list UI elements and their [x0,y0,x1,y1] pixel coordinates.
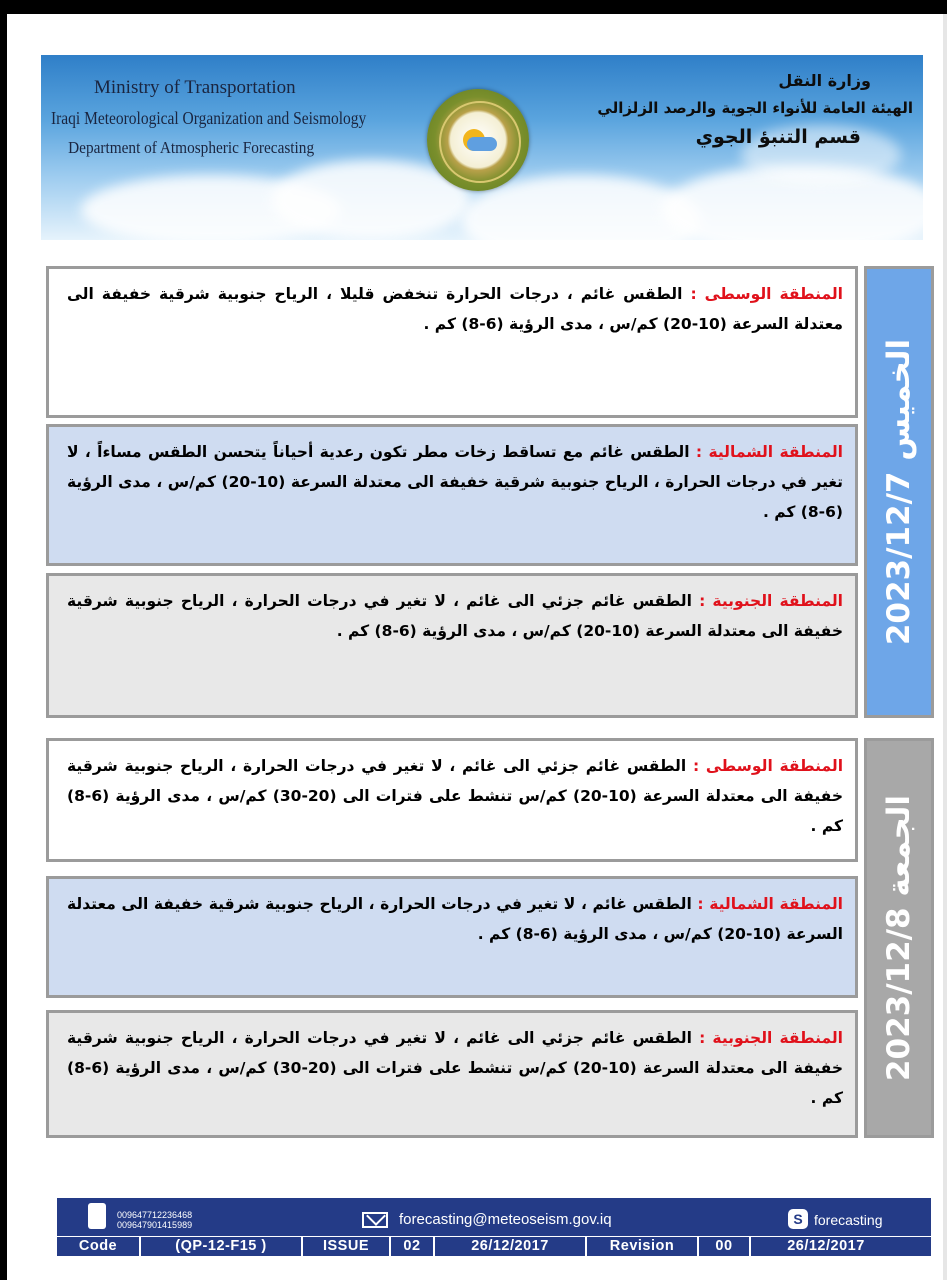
region-name: المنطقة الجنوبية : [699,592,843,610]
issue-number: 02 [389,1237,433,1256]
issue-date: 26/12/2017 [433,1237,585,1256]
day1-label-panel [864,266,934,718]
region-text: الطقس غائم جزئي الى غائم ، لا تغير في درجات الحرارة ، الرياح جنوبية شرقية خفيفة الى معتدلة السرعة (10-20) كم/س ، مدى الرؤية (6-8) كم . [67,592,843,640]
skype-icon: S [788,1209,808,1229]
phone-icon [88,1203,106,1229]
region-text: الطقس غائم مع تساقط زخات مطر تكون رعدية أحياناً يتحسن الطقس مساءاً ، لا تغير في درجات الحرارة ، الرياح جنوبية شرقية خفيفة الى معتدلة السرعة (10-20) كم/س ، مدى الرؤية (6-8) كم . [67,443,843,521]
department-en: Department of Atmospheric Forecasting [68,138,315,157]
email-link[interactable]: forecasting@meteoseism.gov.iq [399,1211,612,1228]
ministry-ar: وزارة النقل [778,71,871,90]
region-name: المنطقة الوسطى : [692,757,844,775]
region-text: الطقس غائم ، لا تغير في درجات الحرارة ، الرياح جنوبية شرقية خفيفة الى معتدلة السرعة (10-20) كم/س ، مدى الرؤية (6-8) كم . [67,895,843,943]
ministry-en: Ministry of Transportation [94,77,296,98]
right-shade [943,14,947,1280]
skype-id: forecasting [814,1212,883,1228]
mail-icon [362,1212,388,1228]
code-value: (QP-12-F15 ) [139,1237,301,1256]
revision-date: 26/12/2017 [749,1237,901,1256]
forecast-day1-south [46,573,858,718]
organization-logo [427,89,529,191]
day1-label: الخميس 2023/12/7 [881,338,917,646]
organization-ar: الهيئة العامة للأنواء الجوية والرصد الزلزالي [597,99,913,117]
left-border [0,0,7,1280]
region-text: الطقس غائم ، درجات الحرارة تنخفض قليلا ، الرياح جنوبية شرقية خفيفة الى معتدلة السرعة (10-20) كم/س ، مدى الرؤية (6-8) كم . [67,285,843,333]
organization-en: Iraqi Meteorological Organization and Seismology [51,108,367,128]
footer-bar [57,1198,931,1256]
region-text: الطقس غائم جزئي الى غائم ، لا تغير في درجات الحرارة ، الرياح جنوبية شرقية خفيفة الى معتدلة السرعة (10-20) كم/س تنشط على فترات الى (20-30) كم/س ، مدى الرؤية (6-8) كم . [67,1029,843,1107]
region-name: المنطقة الشمالية : [695,443,843,461]
day2-label-panel [864,738,934,1138]
english-header [51,73,381,163]
region-name: المنطقة الشمالية : [697,895,843,913]
region-name: المنطقة الوسطى : [690,285,843,303]
department-ar: قسم التنبؤ الجوي [695,126,861,148]
cloud-icon [467,137,497,151]
top-border [0,0,947,14]
forecast-day1-central [46,266,858,418]
header-banner [41,55,923,240]
phone-numbers [117,1210,192,1230]
region-text: الطقس غائم جزئي الى غائم ، لا تغير في درجات الحرارة ، الرياح جنوبية شرقية خفيفة الى معتدلة السرعة (10-20) كم/س تنشط على فترات الى (20-30) كم/س ، مدى الرؤية (6-8) كم . [67,757,843,835]
forecast-day2-north [46,876,858,998]
region-name: المنطقة الجنوبية : [699,1029,843,1047]
issue-label: ISSUE [301,1237,389,1256]
day2-label: الجمعة 2023/12/8 [881,794,917,1082]
phone-2: 009647901415989 [117,1220,193,1230]
forecast-day2-south [46,1010,858,1138]
document-code-row [57,1236,931,1256]
revision-label: Revision [585,1237,697,1256]
forecast-day1-north [46,424,858,566]
phone-1: 009647712236468 [117,1210,193,1220]
revision-number: 00 [697,1237,749,1256]
arabic-header [553,67,913,153]
forecast-day2-central [46,738,858,862]
code-label: Code [78,1238,118,1254]
